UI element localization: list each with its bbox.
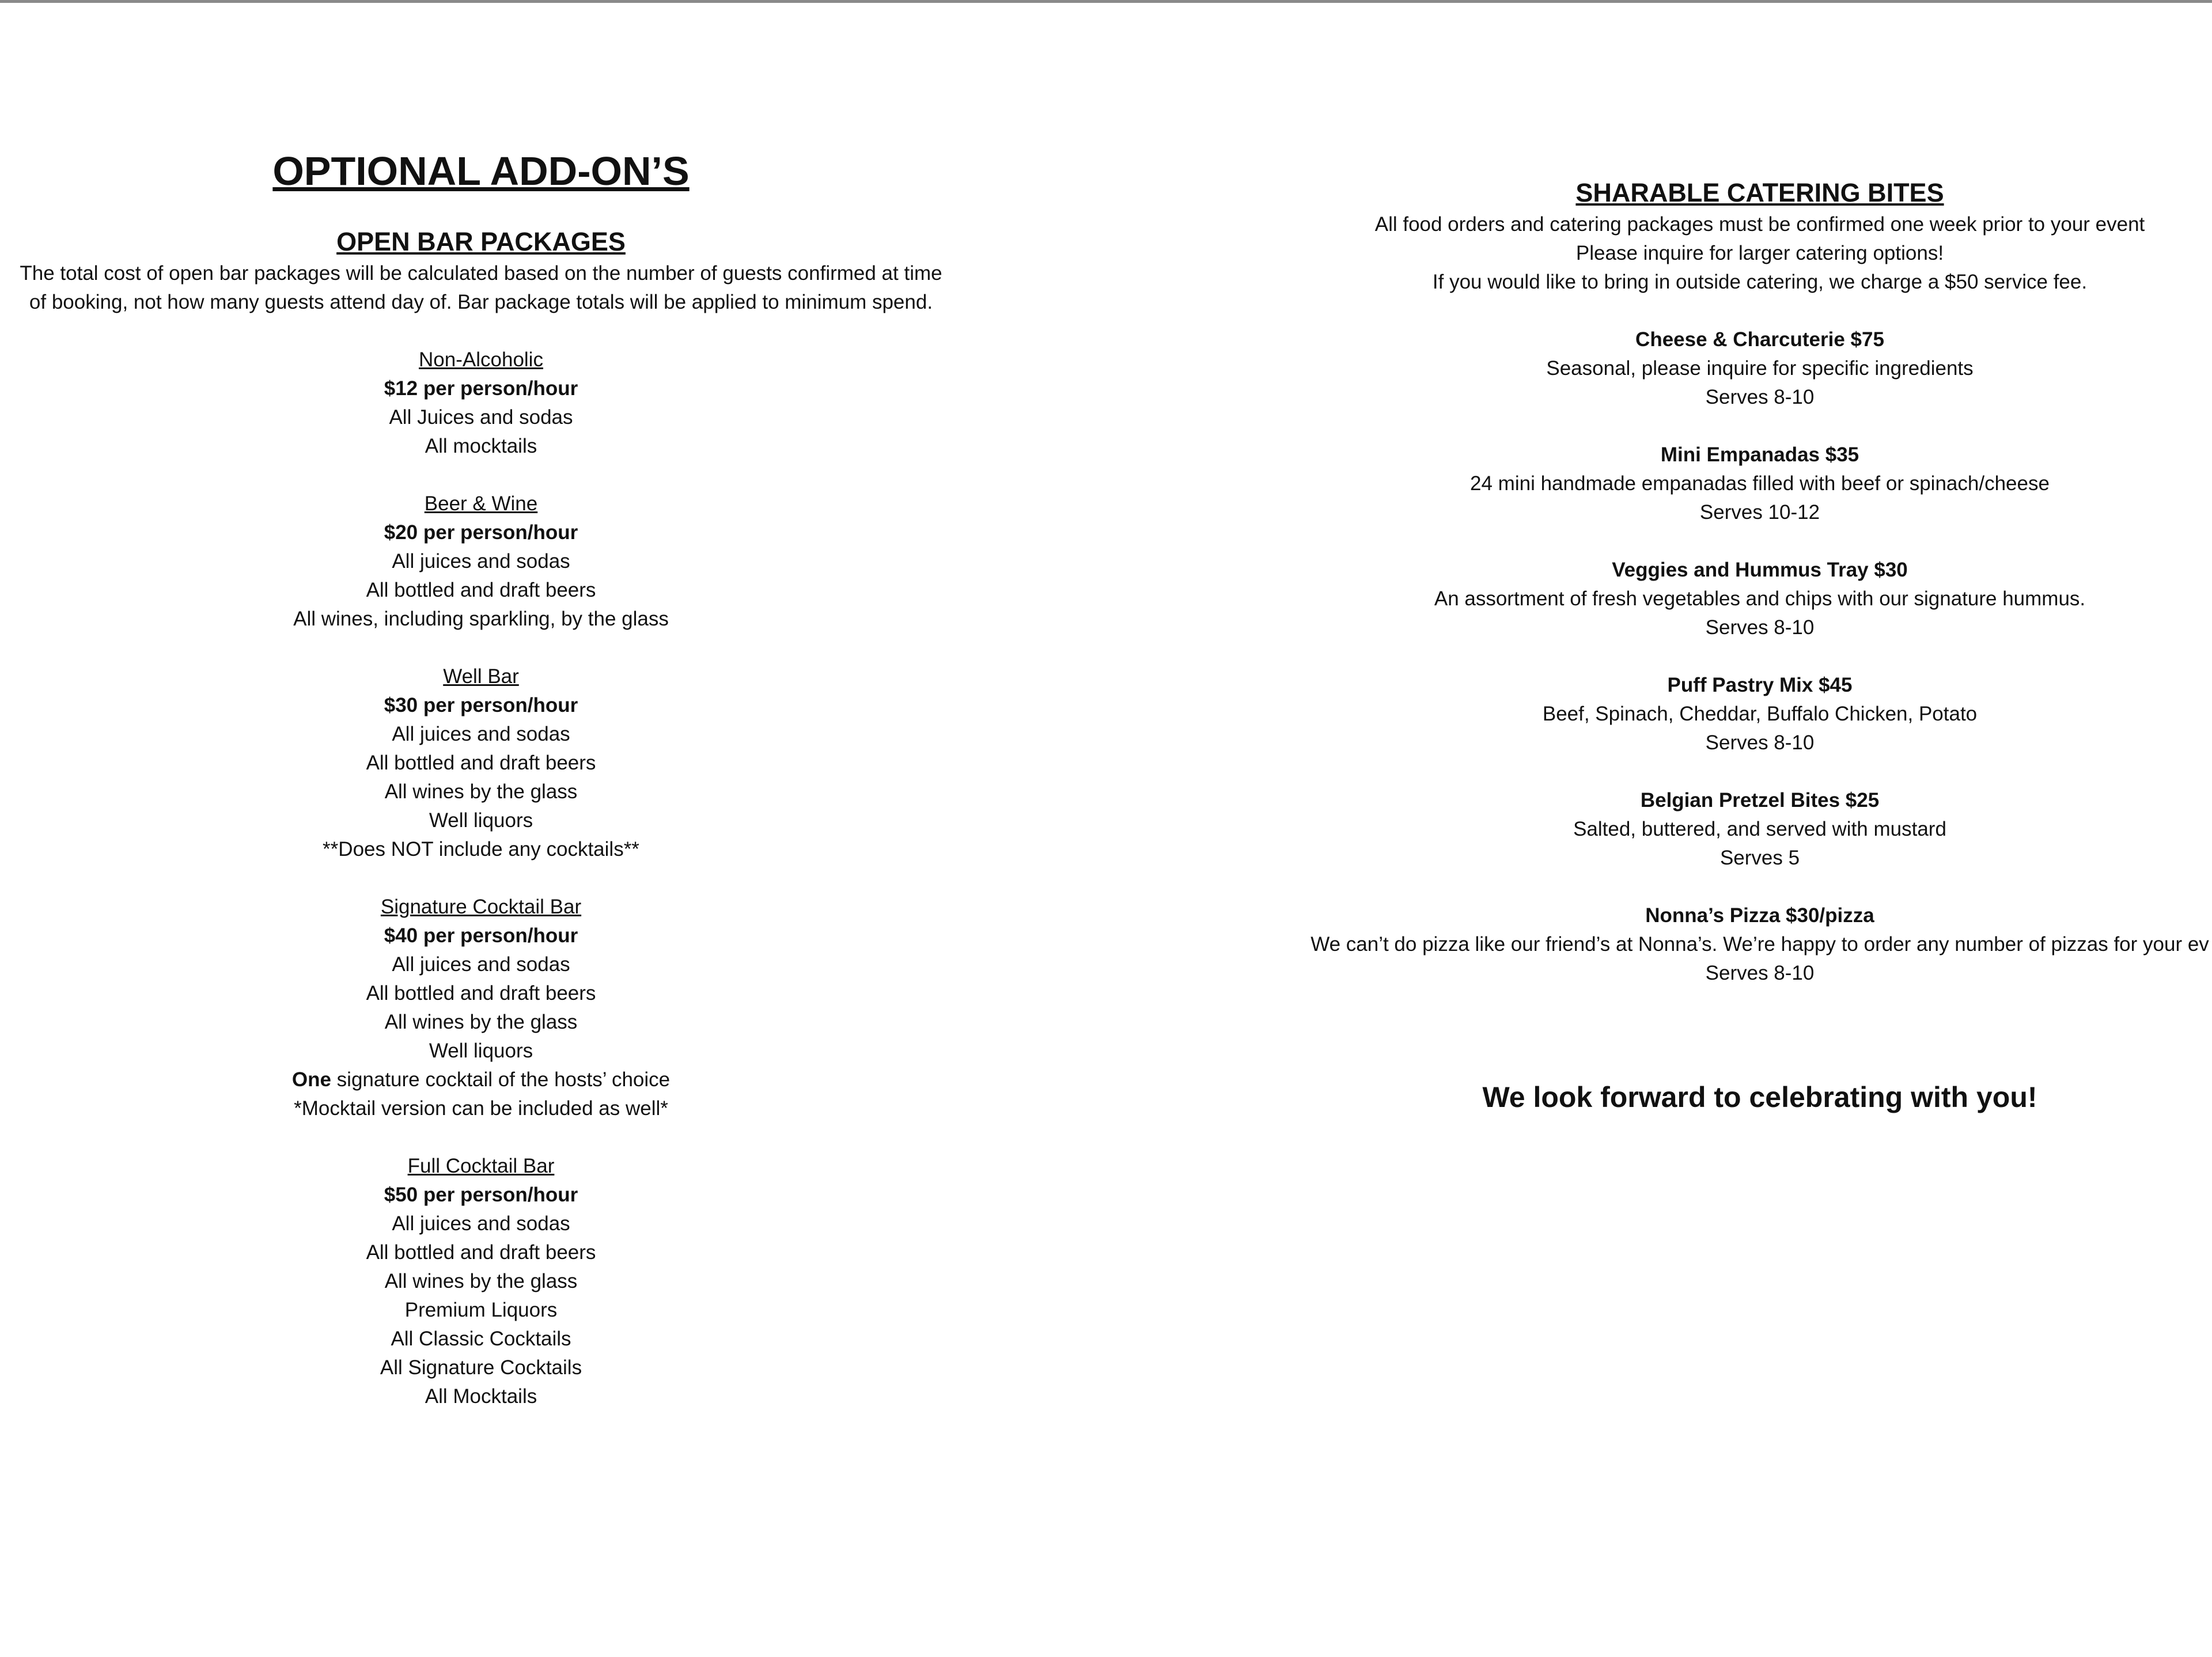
closing-message: We look forward to celebrating with you! bbox=[1482, 1081, 2037, 1113]
catering-item-desc: 24 mini handmade empanadas filled with beef or spinach/cheese bbox=[1470, 472, 2050, 495]
catering-item-desc: Salted, buttered, and served with mustard bbox=[1573, 818, 1946, 840]
catering-item-cheese-charcuterie bbox=[1184, 325, 2212, 412]
catering-item-title: Mini Empanadas $35 bbox=[1660, 443, 1859, 466]
package-item: All wines, including sparkling, by the glass bbox=[293, 608, 669, 630]
package-name: Full Cocktail Bar bbox=[407, 1155, 555, 1177]
catering-intro-line: If you would like to bring in outside catering, we charge a $50 service fee. bbox=[1432, 271, 2088, 293]
package-price: $12 per person/hour bbox=[384, 377, 578, 400]
catering-item-serves: Serves 8-10 bbox=[1705, 731, 1815, 754]
catering-item-nonnas-pizza bbox=[1184, 901, 2212, 988]
catering-title: SHARABLE CATERING BITES bbox=[1575, 178, 1944, 207]
catering-item-serves: Serves 8-10 bbox=[1705, 962, 1815, 984]
package-item: All Signature Cocktails bbox=[380, 1356, 582, 1379]
package-item: All bottled and draft beers bbox=[366, 982, 596, 1004]
package-item: All mocktails bbox=[425, 435, 537, 457]
package-item: All bottled and draft beers bbox=[366, 1241, 596, 1264]
package-price: $20 per person/hour bbox=[384, 521, 578, 544]
catering-intro-line: Please inquire for larger catering options! bbox=[1575, 242, 1944, 264]
package-item-signature-cocktail bbox=[0, 1066, 962, 1094]
page-title: OPTIONAL ADD-ON’S bbox=[272, 149, 690, 194]
package-item: Well liquors bbox=[429, 1040, 533, 1062]
open-bar-column bbox=[0, 144, 962, 1411]
open-bar-intro-line: The total cost of open bar packages will be calculated based on the number of guests confirmed at time bbox=[20, 262, 942, 285]
signature-cocktail-text: signature cocktail of the hosts’ choice bbox=[331, 1068, 671, 1091]
package-item: All Classic Cocktails bbox=[391, 1328, 571, 1350]
catering-item-title: Belgian Pretzel Bites $25 bbox=[1640, 789, 1880, 812]
package-note: **Does NOT include any cocktails** bbox=[323, 838, 639, 860]
catering-column bbox=[1184, 176, 2212, 1117]
catering-item-veggies-hummus bbox=[1184, 556, 2212, 642]
catering-item-serves: Serves 8-10 bbox=[1705, 386, 1815, 408]
package-beer-wine bbox=[0, 490, 962, 634]
top-rule bbox=[0, 0, 2212, 3]
package-price: $30 per person/hour bbox=[384, 694, 578, 716]
catering-item-desc: We can’t do pizza like our friend’s at Nonna’s. We’re happy to order any number of pizzas for your ev bbox=[1310, 933, 2209, 955]
package-full-cocktail-bar bbox=[0, 1152, 962, 1411]
open-bar-intro-line: of booking, not how many guests attend day of. Bar package totals will be applied to minimum spend. bbox=[29, 291, 933, 313]
package-item: All Juices and sodas bbox=[389, 406, 573, 429]
package-item: All juices and sodas bbox=[392, 723, 570, 745]
catering-item-serves: Serves 8-10 bbox=[1705, 616, 1815, 639]
package-item: All juices and sodas bbox=[392, 953, 570, 976]
package-item: All bottled and draft beers bbox=[366, 752, 596, 774]
package-item: All Mocktails bbox=[425, 1385, 537, 1408]
catering-item-title: Cheese & Charcuterie $75 bbox=[1635, 328, 1884, 351]
package-item: All wines by the glass bbox=[384, 1270, 578, 1292]
package-non-alcoholic bbox=[0, 346, 962, 461]
catering-item-serves: Serves 10-12 bbox=[1699, 501, 1820, 524]
package-name: Beer & Wine bbox=[424, 492, 538, 515]
catering-intro-line: All food orders and catering packages must be confirmed one week prior to your event bbox=[1374, 213, 2145, 236]
package-item: Premium Liquors bbox=[404, 1299, 558, 1321]
catering-item-pretzel-bites bbox=[1184, 786, 2212, 873]
catering-item-mini-empanadas bbox=[1184, 441, 2212, 527]
catering-item-title: Veggies and Hummus Tray $30 bbox=[1612, 559, 1908, 581]
catering-item-desc: Beef, Spinach, Cheddar, Buffalo Chicken, Potato bbox=[1542, 703, 1978, 725]
package-name: Signature Cocktail Bar bbox=[380, 896, 582, 918]
package-note: *Mocktail version can be included as well* bbox=[294, 1097, 668, 1120]
package-signature-cocktail-bar bbox=[0, 893, 962, 1123]
catering-item-desc: Seasonal, please inquire for specific ingredients bbox=[1546, 357, 1974, 380]
emphasis-one: One bbox=[291, 1068, 331, 1091]
open-bar-title: OPEN BAR PACKAGES bbox=[336, 227, 626, 256]
catering-item-desc: An assortment of fresh vegetables and chips with our signature hummus. bbox=[1434, 587, 2086, 610]
package-item: All bottled and draft beers bbox=[366, 579, 596, 601]
package-well-bar bbox=[0, 662, 962, 864]
package-item: All wines by the glass bbox=[384, 1011, 578, 1033]
package-price: $50 per person/hour bbox=[384, 1184, 578, 1206]
package-item: Well liquors bbox=[429, 809, 533, 832]
catering-item-puff-pastry bbox=[1184, 671, 2212, 757]
package-name: Well Bar bbox=[443, 665, 519, 688]
catering-item-title: Nonna’s Pizza $30/pizza bbox=[1645, 904, 1874, 927]
package-item: All juices and sodas bbox=[392, 1212, 570, 1235]
catering-item-title: Puff Pastry Mix $45 bbox=[1667, 674, 1853, 696]
package-item: All wines by the glass bbox=[384, 780, 578, 803]
package-item: All juices and sodas bbox=[392, 550, 570, 572]
package-name: Non-Alcoholic bbox=[419, 348, 543, 371]
package-price: $40 per person/hour bbox=[384, 924, 578, 947]
catering-item-serves: Serves 5 bbox=[1719, 847, 1800, 869]
